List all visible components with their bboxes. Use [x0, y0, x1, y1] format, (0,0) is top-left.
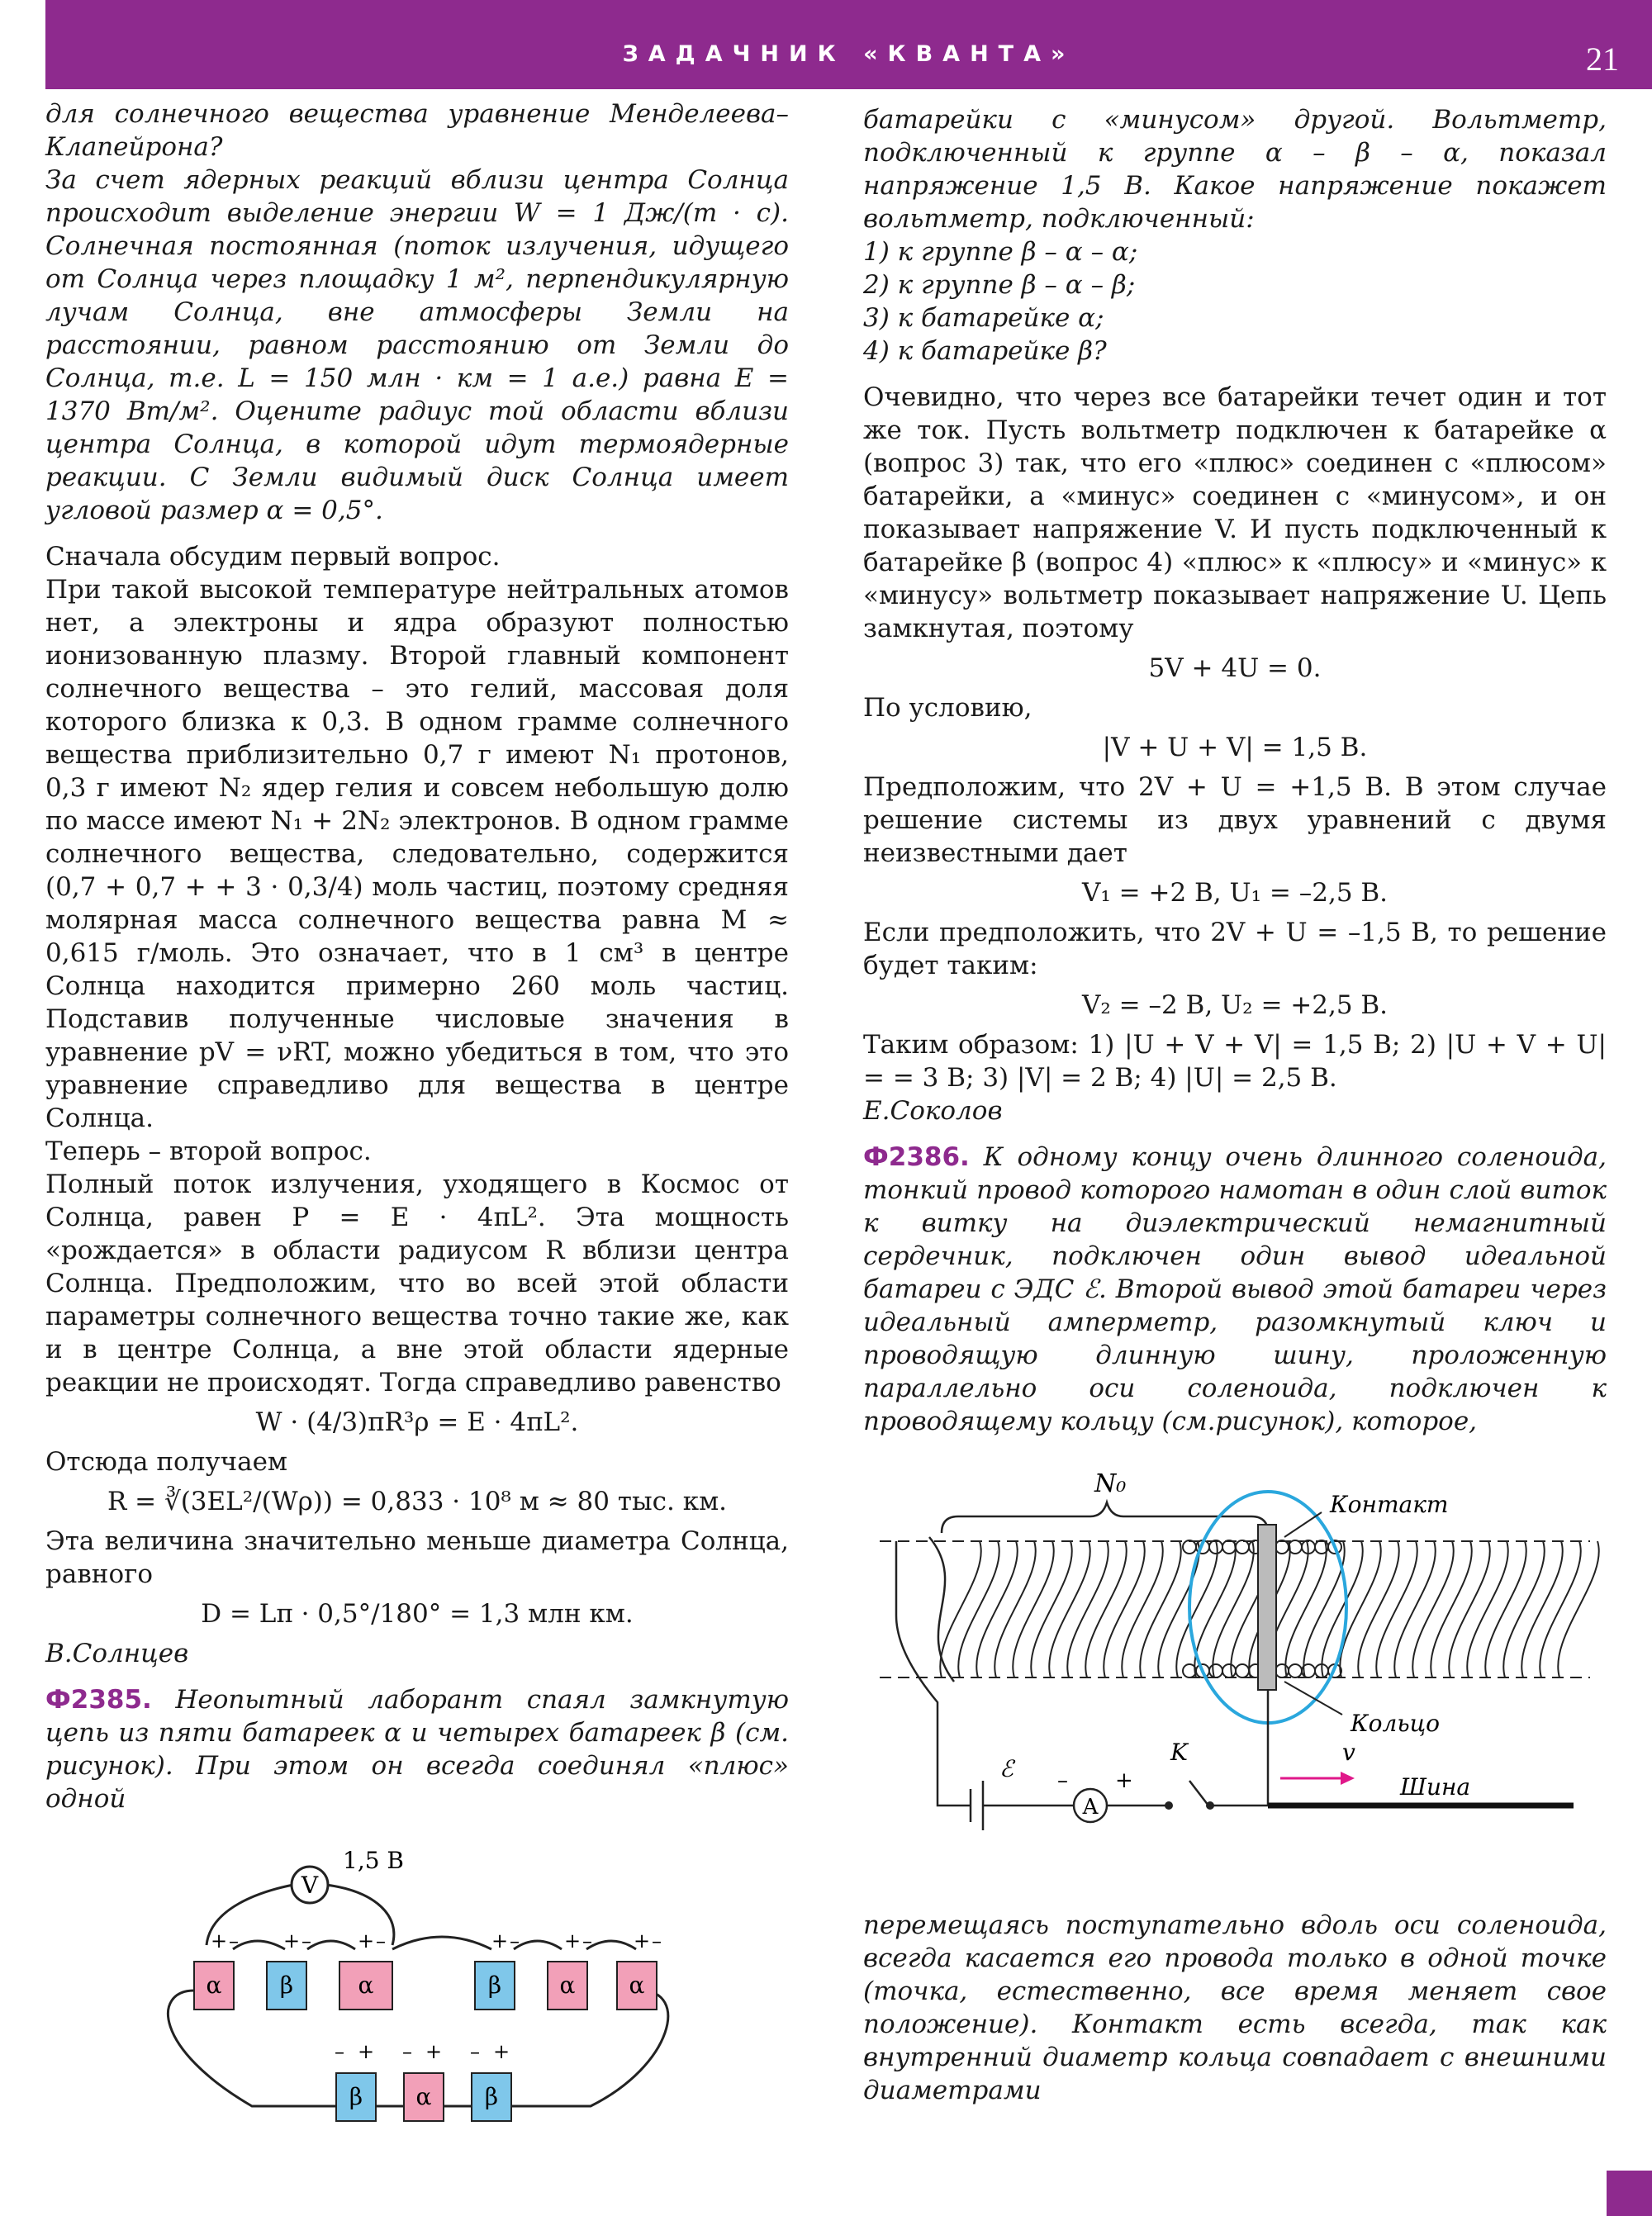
battery-alpha: [404, 2073, 444, 2121]
question-item: 2) к группе β – α – β;: [863, 270, 1136, 300]
equation: 5V + 4U = 0.: [1148, 653, 1322, 683]
polarity-signs: [211, 1929, 662, 1953]
coil-turn: [1158, 1541, 1199, 1677]
ammeter-symbol: A: [1082, 1795, 1099, 1820]
voltmeter-symbol: V: [301, 1872, 319, 1899]
equation: |V + U + V| = 1,5 В.: [1102, 733, 1368, 762]
equation: D = Lπ · 0,5°/180° = 1,3 млн км.: [201, 1599, 634, 1629]
svg-text:+: +: [425, 2040, 443, 2063]
contact-bar: [1258, 1525, 1276, 1690]
coil-turn: [1049, 1541, 1090, 1677]
svg-text:–: –: [335, 2040, 344, 2063]
solution-paragraph: Полный поток излучения, уходящего в Космос от Солнца, равен P = E · 4πL². Эта мощность «рождается» в области радиусом R вблизи центра Солнца. Предположим, что во всей этой области параметры солнечного вещества точно такие же, как и в центре Солнца, а вне этой области ядерные реакции не происходят. Тогда справедливо равенство: [45, 1170, 789, 1397]
battery-beta: [267, 1962, 306, 2010]
battery-alpha: [194, 1962, 234, 2010]
coil-turn: [1140, 1541, 1181, 1677]
svg-text:–: –: [229, 1929, 239, 1953]
journal-title: ЗАДАЧНИК «КВАНТА»: [622, 41, 1075, 67]
solution-paragraph: Отсюда получаем: [45, 1447, 288, 1477]
polarity-signs: [335, 2040, 510, 2063]
svg-text:β: β: [279, 1972, 294, 1999]
coil-cross-section: [1289, 1664, 1302, 1677]
coil-cross-section: [1222, 1540, 1236, 1554]
emf-label: ℰ: [999, 1755, 1014, 1782]
svg-text:β: β: [487, 1972, 502, 1999]
page-header: [45, 0, 1652, 89]
coil-turn: [1376, 1541, 1417, 1677]
coil-cross-section: [1209, 1664, 1222, 1677]
coil-turn: [1558, 1541, 1599, 1677]
coil-cross-section: [1236, 1664, 1249, 1677]
n0-label: N₀: [1094, 1469, 1127, 1498]
battery-alpha: [339, 1962, 392, 2010]
svg-text:–: –: [510, 1929, 520, 1953]
problem-condition: батарейки с «минусом» другой. Вольтметр, подключенный к группе α – β – α, показал напряжение 1,5 В. Какое напряжение покажет вольтметр, подключенный:: [863, 105, 1607, 234]
coil-turn: [1122, 1541, 1163, 1677]
problem-label: Ф2385.: [45, 1685, 152, 1715]
svg-text:α: α: [415, 2083, 432, 2110]
problem-condition: За счет ядерных реакций вблизи центра Солнца происходит выделение энергии W = 1 Дж/(т · с). Солнечная постоянная (поток излучения, идущего от Солнца через площадку 1 м², перпендикулярную лучам Солнца, вне атмосферы Земли на расстоянии, равном расстоянию от Земли до Солнца, т.е. L = 150 млн · км = 1 а.е.) равна E = 1370 Вт/м². Оцените радиус той области вблизи центра Солнца, в которой идут термоядерные реакции. С Земли видимый диск Солнца имеет угловой размер α = 0,5°.: [45, 165, 789, 525]
author-signature: Е.Соколов: [863, 1096, 1003, 1126]
page-corner: [1607, 2171, 1652, 2216]
coil-turn: [1521, 1541, 1563, 1677]
equation: V₂ = –2 В, U₂ = +2,5 В.: [1081, 990, 1389, 1020]
coil-turn: [1031, 1541, 1072, 1677]
voltmeter-reading: 1,5 В: [343, 1847, 405, 1874]
coil-cross-section: [1275, 1540, 1289, 1554]
page-number: 21: [1586, 40, 1619, 78]
author-signature: В.Солнцев: [45, 1639, 189, 1668]
coil-turn: [1085, 1541, 1127, 1677]
svg-text:+: +: [493, 2040, 510, 2063]
coil-turn: [995, 1541, 1036, 1677]
solution-intro: Сначала обсудим первый вопрос.: [45, 542, 501, 572]
coil-turn: [958, 1541, 999, 1677]
contact-label: Контакт: [1330, 1491, 1449, 1518]
velocity-label: v: [1342, 1739, 1355, 1766]
problem-question-end: для солнечного вещества уравнение Менделеева–Клапейрона?: [45, 99, 789, 162]
svg-text:+: +: [358, 2040, 375, 2063]
coil-turn: [1449, 1541, 1490, 1677]
svg-text:+: +: [491, 1929, 509, 1953]
coil-turn: [1431, 1541, 1472, 1677]
coil-turn: [1467, 1541, 1508, 1677]
problem-label: Ф2386.: [863, 1142, 970, 1172]
svg-text:+: +: [358, 1929, 375, 1953]
problem-text: К одному концу очень длинного соленоида, тонкий провод которого намотан в один слой виток к витку на диэлектрический немагнитный сердечник, подключен один вывод идеальной батареи с ЭДС ℰ. Второй вывод этой батареи через идеальный амперметр, разомкнутый ключ и проводящую длинную шину, проложенную параллельно оси соленоида, подключен к проводящему кольцу (см.рисунок), которое,: [863, 1142, 1607, 1436]
svg-text:–: –: [470, 2040, 480, 2063]
solution-paragraph: По условию,: [863, 693, 1032, 723]
coil-turn: [1213, 1541, 1254, 1677]
solution-paragraph: Очевидно, что через все батарейки течет один и тот же ток. Пусть вольтметр подключен к батарейке α (вопрос 3) так, что его «плюс» соединен с «плюсом» батарейки, а «минус» соединен с «минусом», и он показывает напряжение V. И пусть подключенный к батарейке β (вопрос 4) «плюс» к «плюсу» и «минус» к «минусу» вольтметр показывает напряжение U. Цепь замкнутая, поэтому: [863, 382, 1607, 643]
coil-turn: [1013, 1541, 1054, 1677]
question-item: 1) к группе β – α – α;: [863, 237, 1138, 267]
solution-paragraph: Таким образом: 1) |U + V + V| = 1,5 В; 2) |U + V + U| = = 3 В; 3) |V| = 2 В; 4) |U| = 2,5 В.: [863, 1030, 1607, 1093]
left-column: [45, 97, 789, 2147]
battery-alpha: [617, 1962, 657, 2010]
svg-text:β: β: [349, 2083, 363, 2110]
battery-beta: [336, 2073, 376, 2121]
coil-turn: [1394, 1541, 1436, 1677]
svg-text:–: –: [301, 1929, 311, 1953]
question-item: 3) к батарейке α;: [863, 303, 1104, 333]
equation: W · (4/3)πR³ρ = E · 4πL².: [255, 1407, 579, 1437]
key-switch: [1189, 1781, 1208, 1806]
coil-turn: [1412, 1541, 1454, 1677]
svg-text:–: –: [652, 1929, 662, 1953]
svg-text:α: α: [206, 1972, 222, 1999]
svg-text:+: +: [634, 1929, 651, 1953]
solenoid-break: [929, 1537, 954, 1682]
coil-turn: [940, 1541, 981, 1677]
coil-turn: [1503, 1541, 1545, 1677]
battery-beta: [472, 2073, 511, 2121]
coil-cross-section: [1236, 1540, 1249, 1554]
svg-text:+: +: [211, 1929, 228, 1953]
problem-continuation: перемещаясь поступательно вдоль оси соленоида, всегда касается его провода только в одной точке (точка, естественно, все время меняет свое положение). Контакт есть всегда, так как внутренний диаметр кольца совпадает с внешними диаметрами: [863, 1910, 1607, 2105]
battery-alpha: [548, 1962, 587, 2010]
solenoid-figure: [863, 1454, 1607, 1892]
coil-turn: [1194, 1541, 1236, 1677]
solution-paragraph: При такой высокой температуре нейтральных атомов нет, а электроны и ядра образуют полностью ионизованную плазму. Второй главный компонент солнечного вещества – это гелий, массовая доля которого близка к 0,3. В одном грамме солнечного вещества приблизительно 0,7 г имеют N₁ протонов, 0,3 г имеют N₂ ядер гелия и совсем небольшую долю по массе имеют N₁ + 2N₂ электронов. В одном грамме солнечного вещества, следовательно, содержится (0,7 + 0,7 + + 3 · 0,3/4) моль частиц, поэтому средняя молярная масса солнечного вещества равна M ≈ 0,615 г/моль. Это означает, что в 1 см³ в центре Солнца находится примерно 260 моль частиц. Подставив полученные числовые значения в уравнение pV = νRT, можно убедиться в том, что это уравнение справедливо для вещества в центре Солнца.: [45, 575, 789, 1133]
problem-f2386: [863, 1141, 1607, 1438]
svg-text:–: –: [402, 2040, 412, 2063]
solution-paragraph: Если предположить, что 2V + U = –1,5 В, то решение будет таким:: [863, 918, 1607, 980]
svg-text:α: α: [629, 1972, 645, 1999]
solution-paragraph: Эта величина значительно меньше диаметра Солнца, равного: [45, 1526, 789, 1589]
battery-circuit-figure: [45, 1825, 789, 2139]
question-item: 4) к батарейке β?: [863, 336, 1107, 366]
svg-text:+: +: [283, 1929, 301, 1953]
coil-turn: [1540, 1541, 1581, 1677]
coil-turn: [1485, 1541, 1526, 1677]
coil-turn: [1322, 1541, 1363, 1677]
coil-turn: [1358, 1541, 1399, 1677]
problem-text: Неопытный лаборант спаял замкнутую цепь из пяти батареек α и четырех батареек β (см. рисунок). При этом он всегда соединял «плюс» одной: [45, 1685, 790, 1814]
svg-text:–: –: [582, 1929, 592, 1953]
coil-cross-section: [1183, 1540, 1196, 1554]
svg-text:β: β: [484, 2083, 499, 2110]
coil-cross-section: [1222, 1664, 1236, 1677]
svg-text:–: –: [376, 1929, 386, 1953]
battery-beta: [475, 1962, 515, 2010]
svg-text:α: α: [559, 1972, 576, 1999]
svg-text:–: –: [1057, 1768, 1068, 1793]
bus-label: Шина: [1400, 1773, 1471, 1801]
coil-cross-section: [1275, 1664, 1289, 1677]
coil-turn: [1067, 1541, 1108, 1677]
svg-text:+: +: [1115, 1768, 1133, 1793]
coil-turn: [976, 1541, 1018, 1677]
svg-text:+: +: [564, 1929, 582, 1953]
right-column: [863, 103, 1607, 2107]
coil-turn: [1104, 1541, 1145, 1677]
coil-turn: [1285, 1541, 1327, 1677]
solution-paragraph: Теперь – второй вопрос.: [45, 1136, 372, 1166]
equation: R = ∛(3EL²/(Wρ)) = 0,833 · 10⁸ м ≈ 80 тыс. км.: [107, 1487, 728, 1516]
svg-text:α: α: [358, 1972, 374, 1999]
equation: V₁ = +2 В, U₁ = –2,5 В.: [1081, 878, 1389, 908]
key-label: K: [1170, 1739, 1188, 1766]
problem-f2385: [45, 1683, 789, 1815]
solution-paragraph: Предположим, что 2V + U = +1,5 В. В этом случае решение системы из двух уравнений с двумя неизвестными дает: [863, 772, 1607, 868]
ring-label: Кольцо: [1351, 1710, 1440, 1737]
